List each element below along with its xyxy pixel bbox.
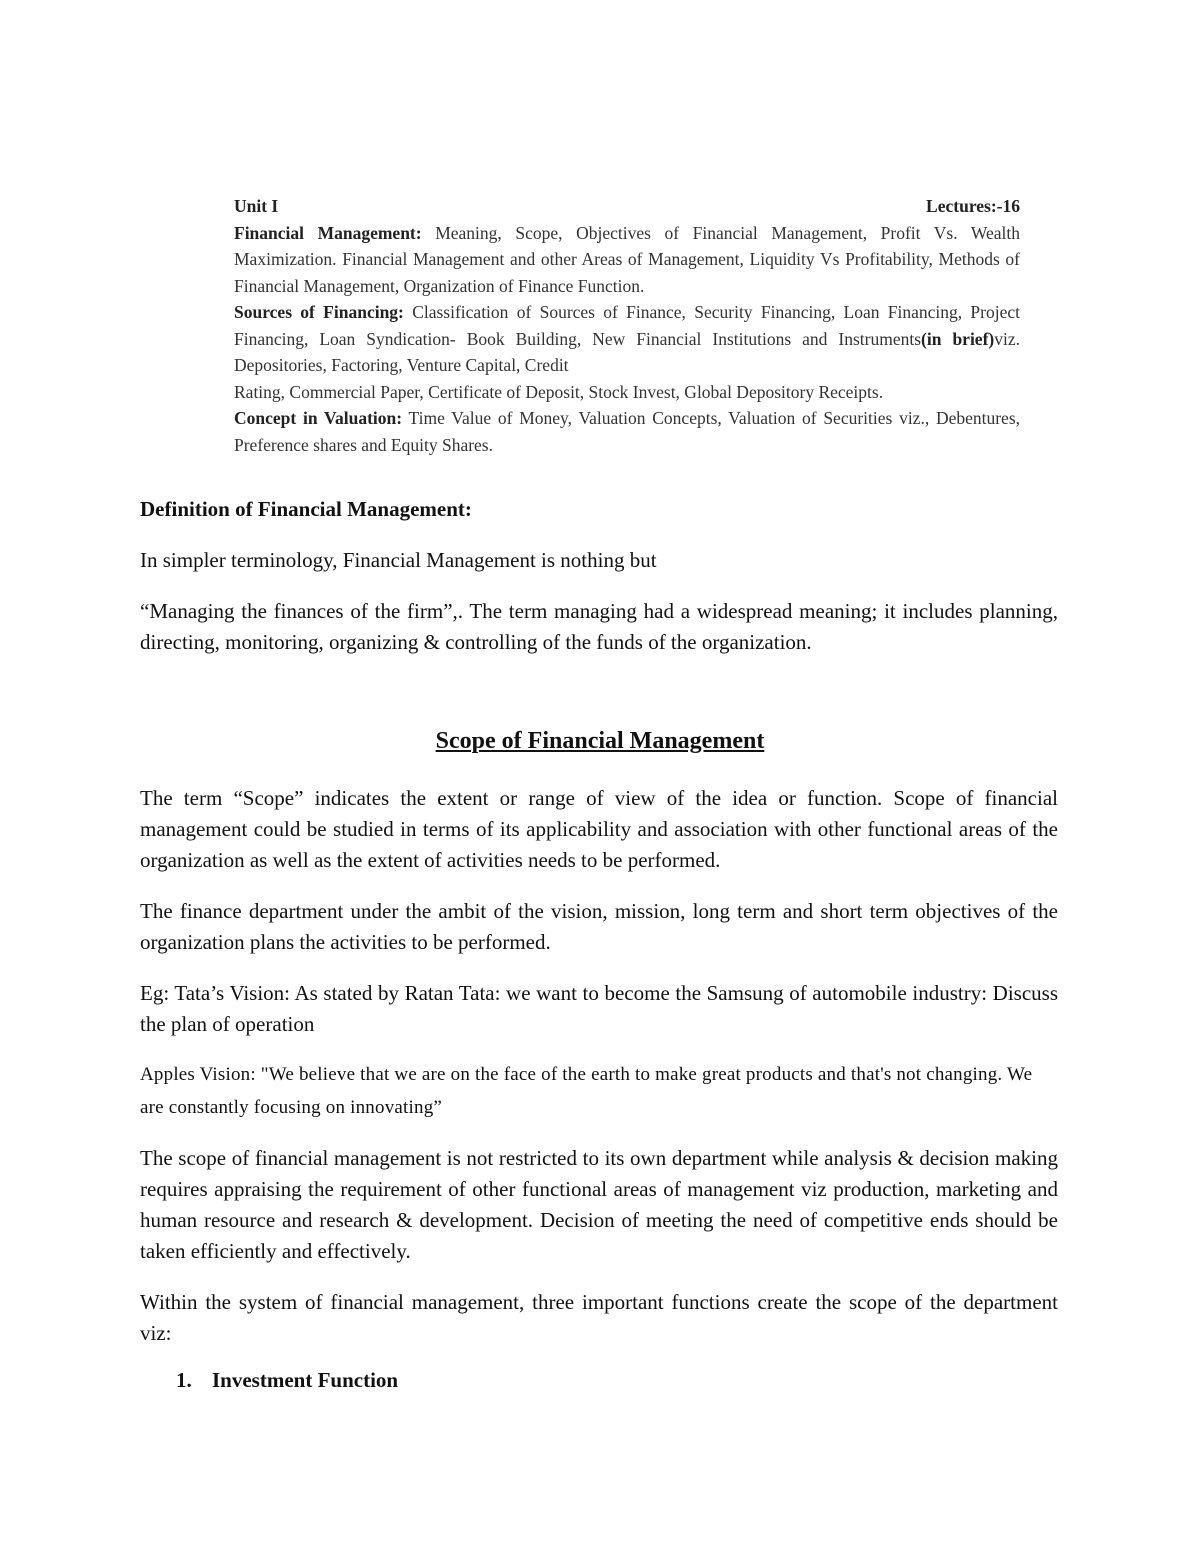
list-number: 1. — [176, 1368, 192, 1392]
scope-paragraph-4: The scope of financial management is not restricted to its own department while analysis & decision making requires appraising the requirement of other functional areas of management viz production, marketing and human resource and research & development. Decision of meeting the need of competitive ends should be taken efficiently and effectively. — [140, 1146, 1058, 1263]
civ-text: Time Value of Money, Valuation Concepts, Valuation of Securities viz., Debentures, Preference shares and Equity Shares. — [234, 408, 1021, 455]
definition-heading: Definition of Financial Management: — [140, 497, 472, 521]
unit-header — [234, 193, 1020, 220]
syllabus-concept-in-valuation — [234, 405, 1020, 458]
syllabus-financial-management — [234, 220, 1020, 300]
list-item-label: Investment Function — [212, 1368, 399, 1392]
syllabus-sources-of-financing — [234, 299, 1020, 379]
sof-text: Classification of Sources of Finance, Security Financing, Loan Financing, Project Financing, Loan Syndication- Book Building, New Financial Institutions and Instruments — [234, 302, 1020, 349]
apple-vision-paragraph: Apples Vision: "We believe that we are on the face of the earth to make great products and that's not changing. We are constantly focusing on innovating” — [140, 1064, 1033, 1118]
sof-brief: (in brief) — [921, 328, 995, 349]
fm-text: Meaning, Scope, Objectives of Financial Management, Profit Vs. Wealth Maximization. Financial Management and other Areas of Management, Liquidity Vs Profitability, Methods of Financial Management, Organization of Finance Function. — [234, 222, 1021, 296]
scope-heading: Scope of Financial Management — [435, 728, 765, 754]
civ-label: Concept in Valuation: — [234, 408, 403, 428]
scope-paragraph-5: Within the system of financial management, three important functions create the scope of the department viz: — [140, 1290, 1058, 1345]
list-item-investment-function — [176, 1368, 398, 1393]
sof-label: Sources of Financing: — [234, 302, 404, 322]
sof-text3: Rating, Commercial Paper, Certificate of Deposit, Stock Invest, Global Depository Receipts. — [234, 381, 884, 402]
definition-paragraph-2: “Managing the finances of the firm”,. The term managing had a widespread meaning; it includes planning, directing, monitoring, organizing & controlling of the funds of the organization. — [140, 599, 1058, 654]
definition-paragraph-1: In simpler terminology, Financial Management is nothing but — [140, 548, 657, 572]
scope-paragraph-2: The finance department under the ambit of the vision, mission, long term and short term objectives of the organization plans the activities to be performed. — [140, 899, 1058, 954]
lectures-label: Lectures:-16 — [926, 196, 1020, 216]
fm-label: Financial Management: — [234, 222, 422, 243]
syllabus-block — [234, 193, 1020, 458]
sof-text2: viz. Depositories, Factoring, Venture Capital, Credit — [234, 328, 1020, 375]
syllabus-sof-continued — [234, 379, 1020, 406]
scope-paragraph-1: The term “Scope” indicates the extent or range of view of the idea or function. Scope of financial management could be studied in terms of its applicability and association with other functional areas of the organization as well as the extent of activities needs to be performed. — [140, 786, 1058, 872]
scope-paragraph-3: Eg: Tata’s Vision: As stated by Ratan Tata: we want to become the Samsung of automobile industry: Discuss the plan of operation — [140, 981, 1058, 1036]
unit-label: Unit I — [234, 196, 279, 216]
